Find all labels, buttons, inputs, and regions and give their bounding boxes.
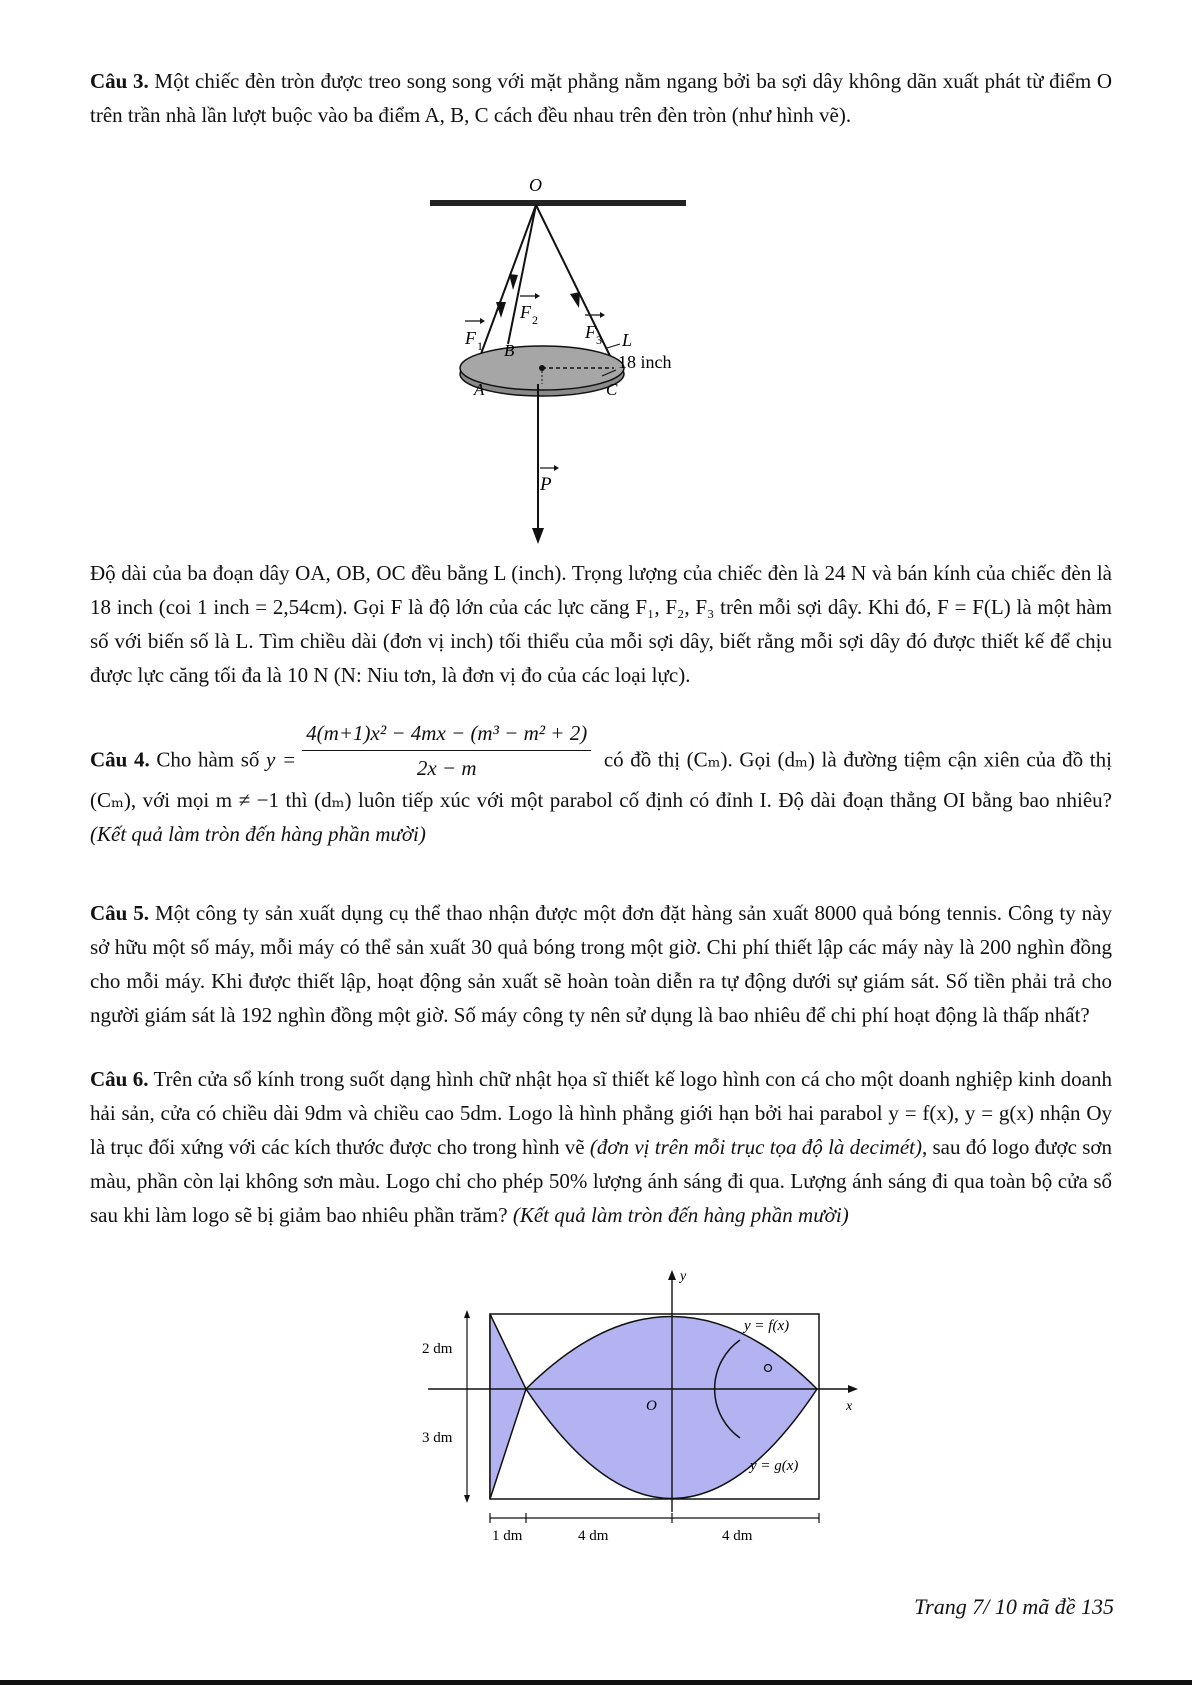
y-axis-arrow [668,1270,676,1280]
string-oa [478,205,536,362]
question-4-note: (Kết quả làm tròn đến hàng phần mười) [90,822,426,846]
question-4-label: Câu 4. [90,747,150,772]
question-5-label: Câu 5. [90,901,150,925]
label-y-axis: y [680,1269,687,1284]
label-g-curve: y = g(x) [750,1458,799,1474]
question-4-fraction [302,718,591,783]
question-6 [90,1062,1112,1232]
label-f-curve: y = f(x) [744,1318,790,1334]
label-f3: F [585,322,596,342]
question-4-lead: Cho hàm số [149,747,267,772]
l-leader [607,344,620,348]
x-axis-arrow [848,1385,858,1393]
question-4-denominator: 2x − m [416,756,477,780]
label-4dm-right: 4 dm [722,1528,753,1544]
f2-vector-head [535,293,540,299]
label-f1: F [465,328,476,348]
lamp-diagram [430,172,730,552]
p-vector-head [554,465,559,471]
label-3dm: 3 dm [422,1430,453,1446]
force-f3-arrow [570,292,580,308]
label-o: O [529,175,542,195]
question-5-text: Một công ty sản xuất dụng cụ thể thao nhận được một đơn đặt hàng sản xuất 8000 quả bóng tennis. Công ty này sở hữu một số máy, mỗi máy có thể sản xuất 30 quả bóng trong một giờ. Chi phí thiết lập các máy này là 200 nghìn đồng cho mỗi máy. Khi được thiết lập, hoạt động sản xuất sẽ hoàn toàn diễn ra tự động dưới sự giám sát. Số tiền phải trả cho người giám sát là 192 nghìn đồng một giờ. Số máy công ty nên sử dụng là bao nhiêu để chi phí hoạt động là thấp nhất? [90,901,1112,1027]
question-4-numerator: 4(m+1)x² − 4mx − (m³ − m² + 2) [302,718,591,751]
bottom-border [0,1680,1192,1685]
fish-logo-diagram [410,1262,870,1546]
label-4dm-left: 4 dm [578,1528,609,1544]
question-5 [90,896,1112,1032]
label-l: L [622,330,633,350]
label-origin: O [646,1398,657,1414]
height-top-arrow [464,1310,470,1318]
label-x-axis: x [846,1399,853,1414]
page-footer: Trang 7/ 10 mã đề 135 [914,1594,1114,1619]
label-2dm: 2 dm [422,1341,453,1357]
label-f2-sub: 2 [532,313,538,327]
label-f1-sub: 1 [477,339,483,353]
question-3-text: Một chiếc đèn tròn được treo song song với mặt phẳng nằm ngang bởi ba sợi dây không dãn xuất phát từ điểm O trên trần nhà lần lượt buộc vào ba điểm A, B, C cách đều nhau trên đèn tròn (như hình vẽ). [90,69,1112,127]
question-6-text-2: , sau đó logo được sơn màu, phần còn lại không sơn màu. Logo chỉ cho phép 50% lượng ánh sáng đi qua. Lượng ánh sáng đi qua toàn bộ cửa sổ sau khi làm logo sẽ bị giảm bao nhiêu phần trăm? [90,1135,1112,1227]
force-f2-arrow [509,274,518,290]
label-c: C [606,380,618,399]
question-4 [90,721,1112,851]
question-4-y-eq: y = [266,747,297,772]
question-3-intro [90,64,1112,132]
f3-vector-head [600,312,605,318]
question-6-label: Câu 6. [90,1067,149,1091]
label-f2: F [520,302,531,322]
question-4-text: có đồ thị (Cₘ). Gọi (dₘ) là đường tiệm cận xiên của đồ thị (Cₘ), với mọi m ≠ −1 thì (dₘ) luôn tiếp xúc với một parabol cố định có đỉnh I. Độ dài đoạn thẳng OI bằng bao nhiêu? [90,747,1112,812]
fish-tail [490,1314,526,1499]
f1-vector-head [480,318,485,324]
question-3-body [90,556,1112,692]
label-18-inch: 18 inch [618,352,672,372]
height-bottom-arrow [464,1495,470,1503]
label-a: A [474,380,485,399]
question-3-body-text: Độ dài của ba đoạn dây OA, OB, OC đều bằng L (inch). Trọng lượng của chiếc đèn là 24 N và bán kính của chiếc đèn là 18 inch (coi 1 inch = 2,54cm). Gọi F là độ lớn của các lực căng F₁, F₂, F₃ trên mỗi sợi dây. Khi đó, F = F(L) là một hàm số với biến số là L. Tìm chiều dài (đơn vị inch) tối thiểu của mỗi sợi dây, biết rằng mỗi sợi dây đó được thiết kế để chịu được lực căng tối đa là 10 N (N: Niu tơn, là đơn vị đo của các loại lực). [90,561,1112,687]
label-p: P [540,474,552,495]
weight-arrowhead [532,528,544,544]
question-3-label: Câu 3. [90,69,149,93]
question-6-note: (Kết quả làm tròn đến hàng phần mười) [512,1203,849,1227]
label-f3-sub: 3 [596,333,602,347]
label-b: B [504,341,515,360]
question-6-text-1: Trên cửa sổ kính trong suốt dạng hình chữ nhật họa sĩ thiết kế logo hình con cá cho một doanh nghiệp kinh doanh hải sản, cửa có chiều dài 9dm và chiều cao 5dm. Logo là hình phẳng giới hạn bởi hai parabol y = f(x), y = g(x) nhận Oy là trục đối xứng với các kích thước được cho trong hình vẽ [90,1067,1112,1159]
question-6-unit-note: (đơn vị trên mỗi trục tọa độ là decimét) [589,1135,922,1159]
label-1dm: 1 dm [492,1528,523,1544]
